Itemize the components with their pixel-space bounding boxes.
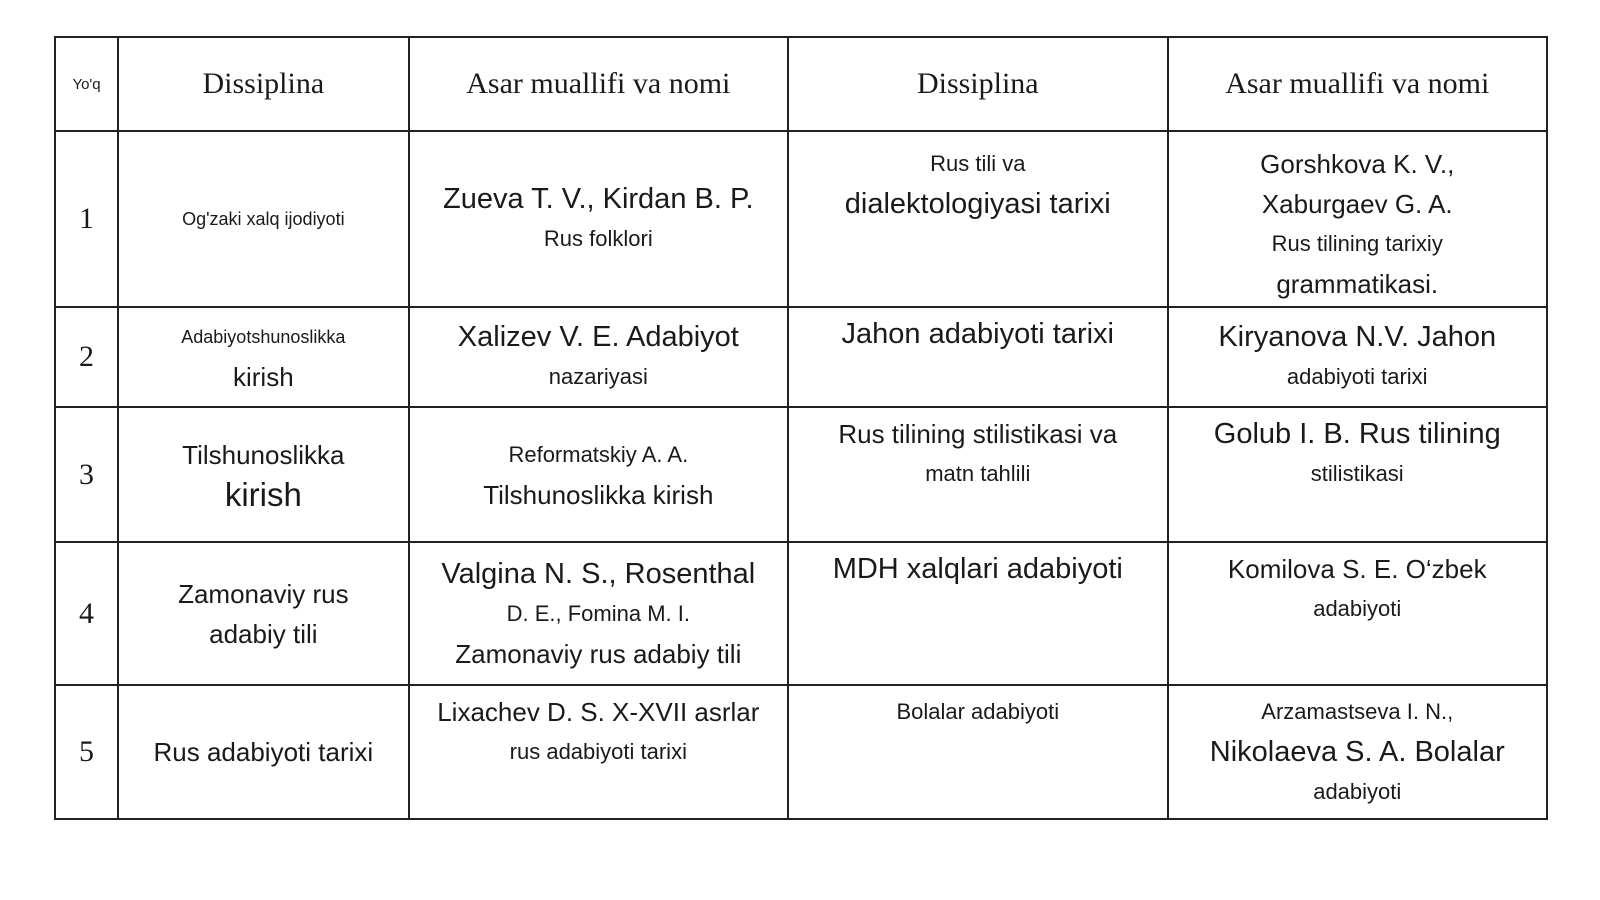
discipline-cell [118, 407, 409, 542]
cell-line: Gorshkova K. V., [1260, 149, 1455, 179]
cell-line: Arzamastseva I. N., [1261, 699, 1454, 724]
cell-line: Kiryanova N.V. Jahon [1218, 321, 1497, 353]
discipline-cell [118, 307, 409, 407]
cell-line: Golub I. B. Rus tilining [1213, 418, 1501, 450]
table-row [55, 685, 1547, 819]
row-number: 5 [55, 685, 118, 819]
cell-line: kirish [224, 475, 302, 513]
cell-line: Xalizev V. E. Adabiyot [457, 321, 739, 353]
cell-line: Og'zaki xalq ijodiyoti [182, 209, 345, 229]
table-row [55, 131, 1547, 307]
cell-line: dialektologiyasi tarixi [844, 188, 1111, 220]
literature-table-wrapper [54, 36, 1548, 820]
cell-line: adabiy tili [209, 618, 318, 649]
cell-line: Rus tilining tarixiy [1271, 231, 1443, 256]
table-row [55, 542, 1547, 685]
row-number: 3 [55, 407, 118, 542]
work-cell [409, 307, 788, 407]
cell-line: Rus tili va [930, 151, 1026, 176]
cell-line: Komilova S. E. O‘zbek [1227, 554, 1487, 584]
discipline-cell [788, 685, 1167, 819]
row-number: 4 [55, 542, 118, 685]
literature-table [54, 36, 1548, 820]
work-cell [409, 542, 788, 685]
cell-line: Jahon adabiyoti tarixi [841, 318, 1114, 350]
work-cell [409, 407, 788, 542]
work-cell [1168, 131, 1548, 307]
cell-line: kirish [232, 362, 294, 392]
cell-line: Tilshunoslikka [182, 439, 345, 470]
cell-line: adabiyoti [1313, 596, 1402, 621]
header-work-2: Asar muallifi va nomi [1168, 37, 1548, 131]
discipline-cell [788, 131, 1167, 307]
cell-line: stilistikasi [1310, 461, 1404, 486]
work-cell [1168, 542, 1548, 685]
header-number: Yo'q [55, 37, 118, 131]
discipline-cell [118, 685, 409, 819]
header-row [55, 37, 1547, 131]
discipline-cell [788, 407, 1167, 542]
row-number: 1 [55, 131, 118, 307]
work-cell [409, 131, 788, 307]
cell-line: Reformatskiy A. A. [508, 441, 689, 467]
discipline-cell [788, 307, 1167, 407]
header-discipline-1: Dissiplina [118, 37, 409, 131]
work-cell [1168, 407, 1548, 542]
cell-line: rus adabiyoti tarixi [509, 739, 687, 764]
cell-line: adabiyoti [1313, 779, 1402, 804]
cell-line: matn tahlili [925, 461, 1031, 486]
discipline-cell [788, 542, 1167, 685]
cell-line: Zamonaviy rus [178, 578, 349, 609]
cell-line: Nikolaeva S. A. Bolalar [1209, 736, 1505, 768]
cell-line: adabiyoti tarixi [1286, 364, 1428, 389]
row-number: 2 [55, 307, 118, 407]
cell-line: Rus folklori [543, 226, 653, 251]
cell-line: MDH xalqlari adabiyoti [832, 553, 1123, 585]
cell-line: Lixachev D. S. X-XVII asrlar [437, 697, 760, 727]
work-cell [1168, 307, 1548, 407]
cell-line: nazariyasi [548, 364, 648, 389]
cell-line: Rus tilining stilistikasi va [838, 419, 1118, 449]
discipline-cell [118, 542, 409, 685]
cell-line: Zamonaviy rus adabiy tili [455, 638, 742, 669]
header-work-1: Asar muallifi va nomi [409, 37, 788, 131]
cell-line: Zueva T. V., Kirdan B. P. [443, 183, 754, 215]
discipline-cell [118, 131, 409, 307]
cell-line: Valgina N. S., Rosenthal [441, 557, 756, 590]
work-cell [409, 685, 788, 819]
cell-line: grammatikasi. [1276, 269, 1439, 299]
cell-line: Rus adabiyoti tarixi [153, 737, 374, 767]
cell-line: Bolalar adabiyoti [896, 699, 1060, 724]
table-row [55, 307, 1547, 407]
work-cell [1168, 685, 1548, 819]
cell-line: Adabiyotshunoslikka [181, 327, 346, 347]
header-discipline-2: Dissiplina [788, 37, 1167, 131]
cell-line: Tilshunoslikka kirish [483, 479, 714, 510]
cell-line: Xaburgaev G. A. [1261, 189, 1453, 219]
table-row [55, 407, 1547, 542]
cell-line: D. E., Fomina M. I. [506, 600, 690, 626]
